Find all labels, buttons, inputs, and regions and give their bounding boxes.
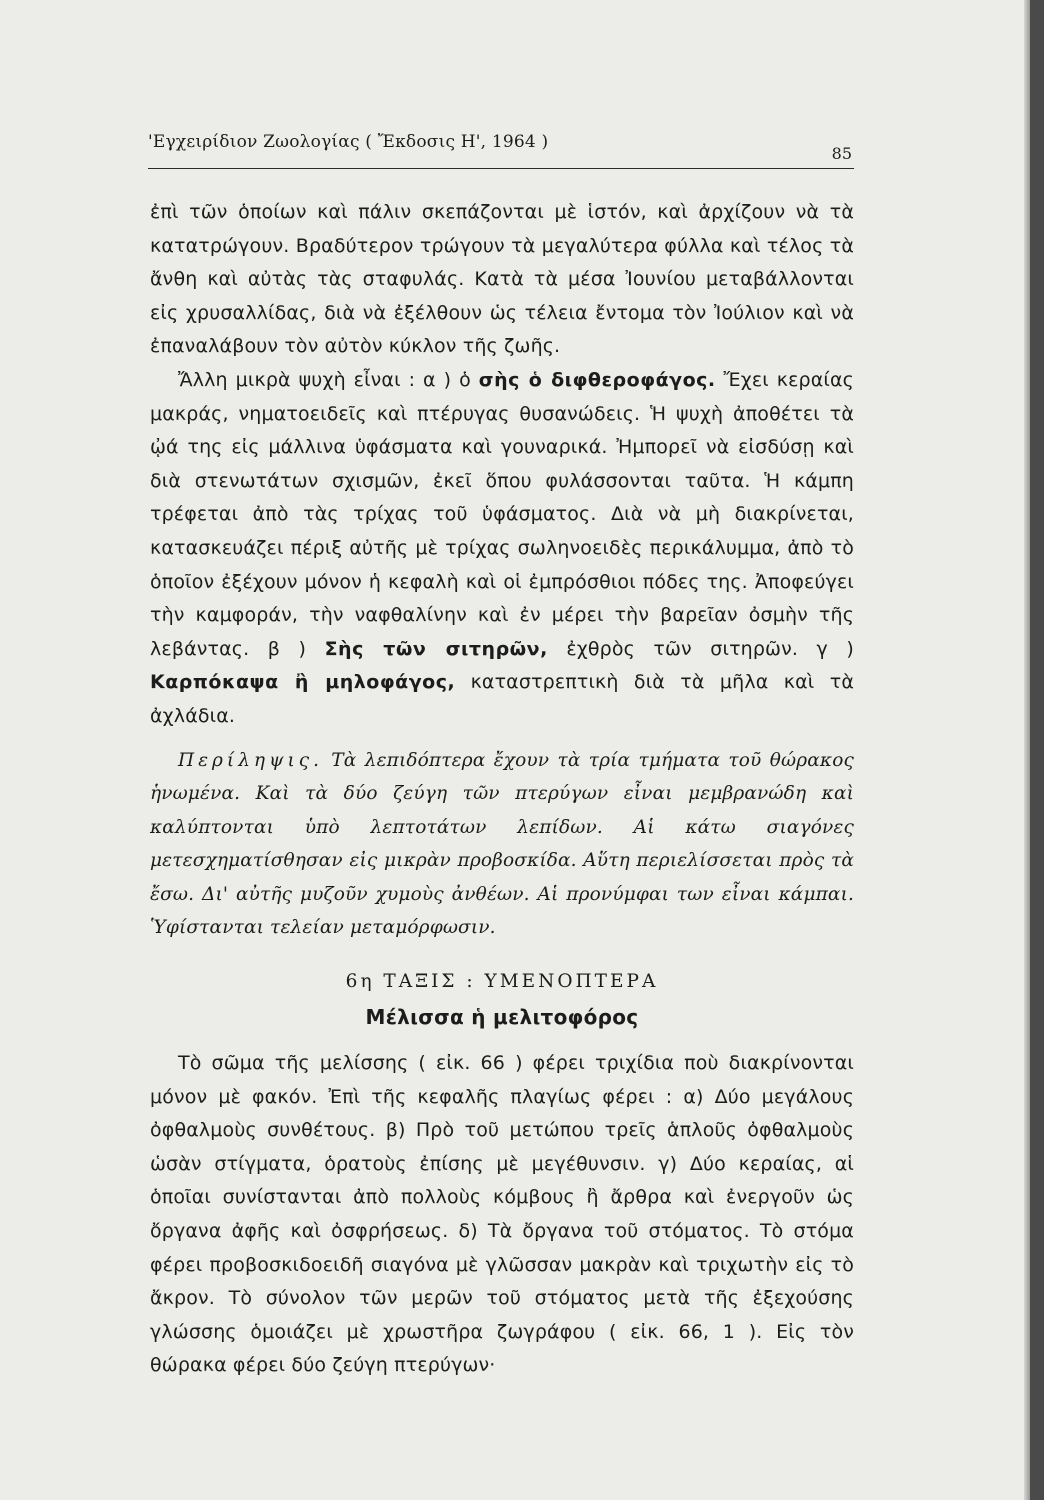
paragraph-text: ἐπὶ τῶν ὁποίων καὶ πάλιν σκεπάζονται μὲ ἱστόν, καὶ ἀρχίζουν νὰ τὰ κατατρώγουν. Βραδύτερον τρώγουν τὰ μεγαλύτερα φύλλα καὶ τέλος τὰ ἄνθη καὶ αὐτὰς τὰς σταφυλάς. Κατὰ τὰ μέσα Ἰουνίου μεταβάλλονται εἰς χρυσαλλίδας, διὰ νὰ ἐξέλθουν ὡς τέλεια ἔντομα τὸν Ἰούλιον καὶ νὰ ἐπαναλάβουν τὸν αὐτὸν κύκλον τῆς ζωῆς. [150, 201, 854, 358]
paragraph-bee [150, 1047, 854, 1383]
paragraph-text: Ἄλλη μικρὰ ψυχὴ εἶναι : α ) ὁ [178, 368, 479, 391]
running-header [148, 128, 854, 169]
term-clothes-moth: σὴς ὁ διφθεροφάγος. [478, 368, 716, 391]
paragraph-text: Τὸ σῶμα τῆς μελίσσης ( εἰκ. 66 ) φέρει τριχίδια ποὺ διακρίνονται μόνον μὲ φακόν. Ἐπὶ τῆς κεφαλῆς πλαγίως φέρει : α) Δύο μεγάλους ὀφθαλμοὺς συνθέτους. β) Πρὸ τοῦ μετώπου τρεῖς ἁπλοῦς ὀφθαλμοὺς ὡσὰν στίγματα, ὁρατοὺς ἐπίσης μὲ μεγέθυνσιν. γ) Δύο κεραίας, αἱ ὁποῖαι συνίστανται ἀπὸ πολλοὺς κόμβους ἢ ἄρθρα καὶ ἐνεργοῦν ὡς ὄργανα ἀφῆς καὶ ὀσφρήσεως. δ) Τὰ ὄργανα τοῦ στόματος. Τὸ στόμα φέρει προβοσκιδοειδῆ σιαγόνα μὲ γλῶσσαν μακρὰν καὶ τριχωτὴν εἰς τὸ ἄκρον. Τὸ σύνολον τῶν μερῶν τοῦ στόματος μετὰ τῆς ἐξεχούσης γλώσσης ὁμοιάζει μὲ χρωστῆρα ζωγράφου ( εἰκ. 66, 1 ). Εἰς τὸν θώρακα φέρει δύο ζεύγη πτερύγων· [150, 1052, 854, 1377]
summary-text: Τὰ λεπιδόπτερα ἔχουν τὰ τρία τμήματα τοῦ θώρακος ἡνωμένα. Καὶ τὰ δύο ζεύγη τῶν πτερύγων εἶναι μεμβρανώδη καὶ καλύπτονται ὑπὸ λεπτοτάτων λεπίδων. Αἱ κάτω σιαγόνες μετεσχηματίσθησαν εἰς μικρὰν προβοσκίδα. Αὕτη περιελίσσεται πρὸς τὰ ἔσω. Δι' αὐτῆς μυζοῦν χυμοὺς ἀνθέων. Αἱ προνύμφαι των εἶναι κάμπαι. Ὑφίστανται τελείαν μεταμόρφωσιν. [150, 749, 854, 939]
summary-paragraph [150, 744, 854, 946]
paragraph-text: Ἔχει κεραίας μακράς, νηματοειδεῖς καὶ πτέρυγας θυσανώδεις. Ἡ ψυχὴ ἀποθέτει τὰ ᾠά της εἰς μάλλινα ὑφάσματα καὶ γουναρικά. Ἠμπορεῖ νὰ εἰσδύσῃ καὶ διὰ στενωτάτων σχισμῶν, ἐκεῖ ὅπου φυλάσσονται ταῦτα. Ἡ κάμπη τρέφεται ἀπὸ τὰς τρίχας τοῦ ὑφάσματος. Διὰ νὰ μὴ διακρίνεται, κατασκευάζει πέριξ αὐτῆς μὲ τρίχας σωληνοειδὲς περικάλυμμα, ἀπὸ τὸ ὁποῖον ἐξέχουν μόνον ἡ κεφαλὴ καὶ οἱ ἐμπρόσθιοι πόδες της. Ἀποφεύγει τὴν καμφοράν, τὴν ναφθαλίνην καὶ ἐν μέρει τὴν βαρεῖαν ὀσμὴν τῆς λεβάντας. β ) [150, 368, 854, 660]
section-subheading: Μέλισσα ἡ μελιτοφόρος [365, 1005, 639, 1030]
header-title: 'Εγχειρίδιον Ζωολογίας ( Ἔκδοσις Η', 1964 ) [148, 132, 549, 152]
summary-label: Περίληψις. [178, 749, 324, 771]
term-codling-moth: Καρπόκαψα ἢ μηλοφάγος, [150, 671, 456, 694]
paragraph-continuation [150, 196, 854, 364]
page-number: 85 [831, 144, 852, 163]
paragraph-moths [150, 364, 854, 734]
paragraph-text: ἐχθρὸς τῶν σιτηρῶν. γ ) [547, 637, 854, 660]
term-grain-moth: Σὴς τῶν σιτηρῶν, [324, 637, 548, 660]
page-body [150, 196, 854, 1383]
paragraph-text: καταστρεπτικὴ διὰ τὰ μῆλα καὶ τὰ ἀχλάδια. [150, 671, 854, 727]
section-heading: 6η ΤΑΞΙΣ : ΥΜΕΝΟΠΤΕΡΑ [345, 971, 659, 993]
